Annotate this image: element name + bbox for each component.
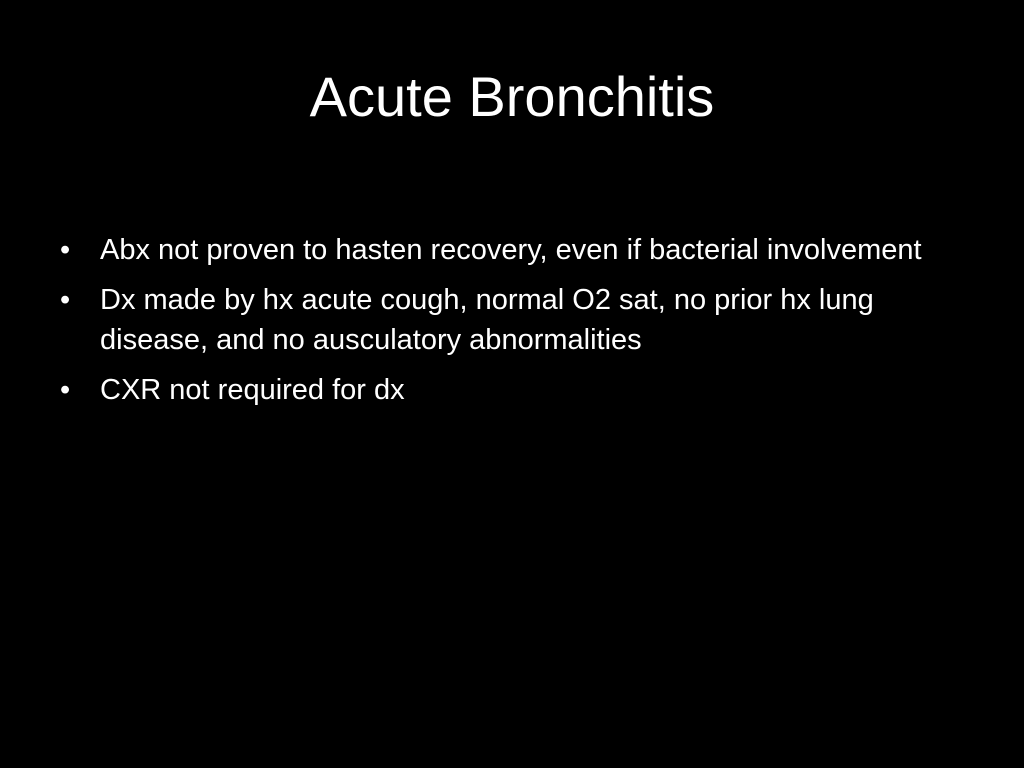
bullet-item [58, 280, 958, 360]
slide-title: Acute Bronchitis [309, 65, 715, 128]
bullet-item [58, 230, 958, 270]
bullet-text: Dx made by hx acute cough, normal O2 sat, no prior hx lung disease, and no ausculatory abnormalities [100, 284, 874, 356]
bullet-marker: • [60, 234, 71, 266]
bullet-text: Abx not proven to hasten recovery, even if bacterial involvement [100, 234, 922, 266]
bullet-marker: • [60, 374, 71, 406]
bullet-list [58, 230, 958, 420]
bullet-text: CXR not required for dx [100, 374, 405, 406]
bullet-item [58, 370, 958, 410]
bullet-marker: • [60, 284, 71, 316]
